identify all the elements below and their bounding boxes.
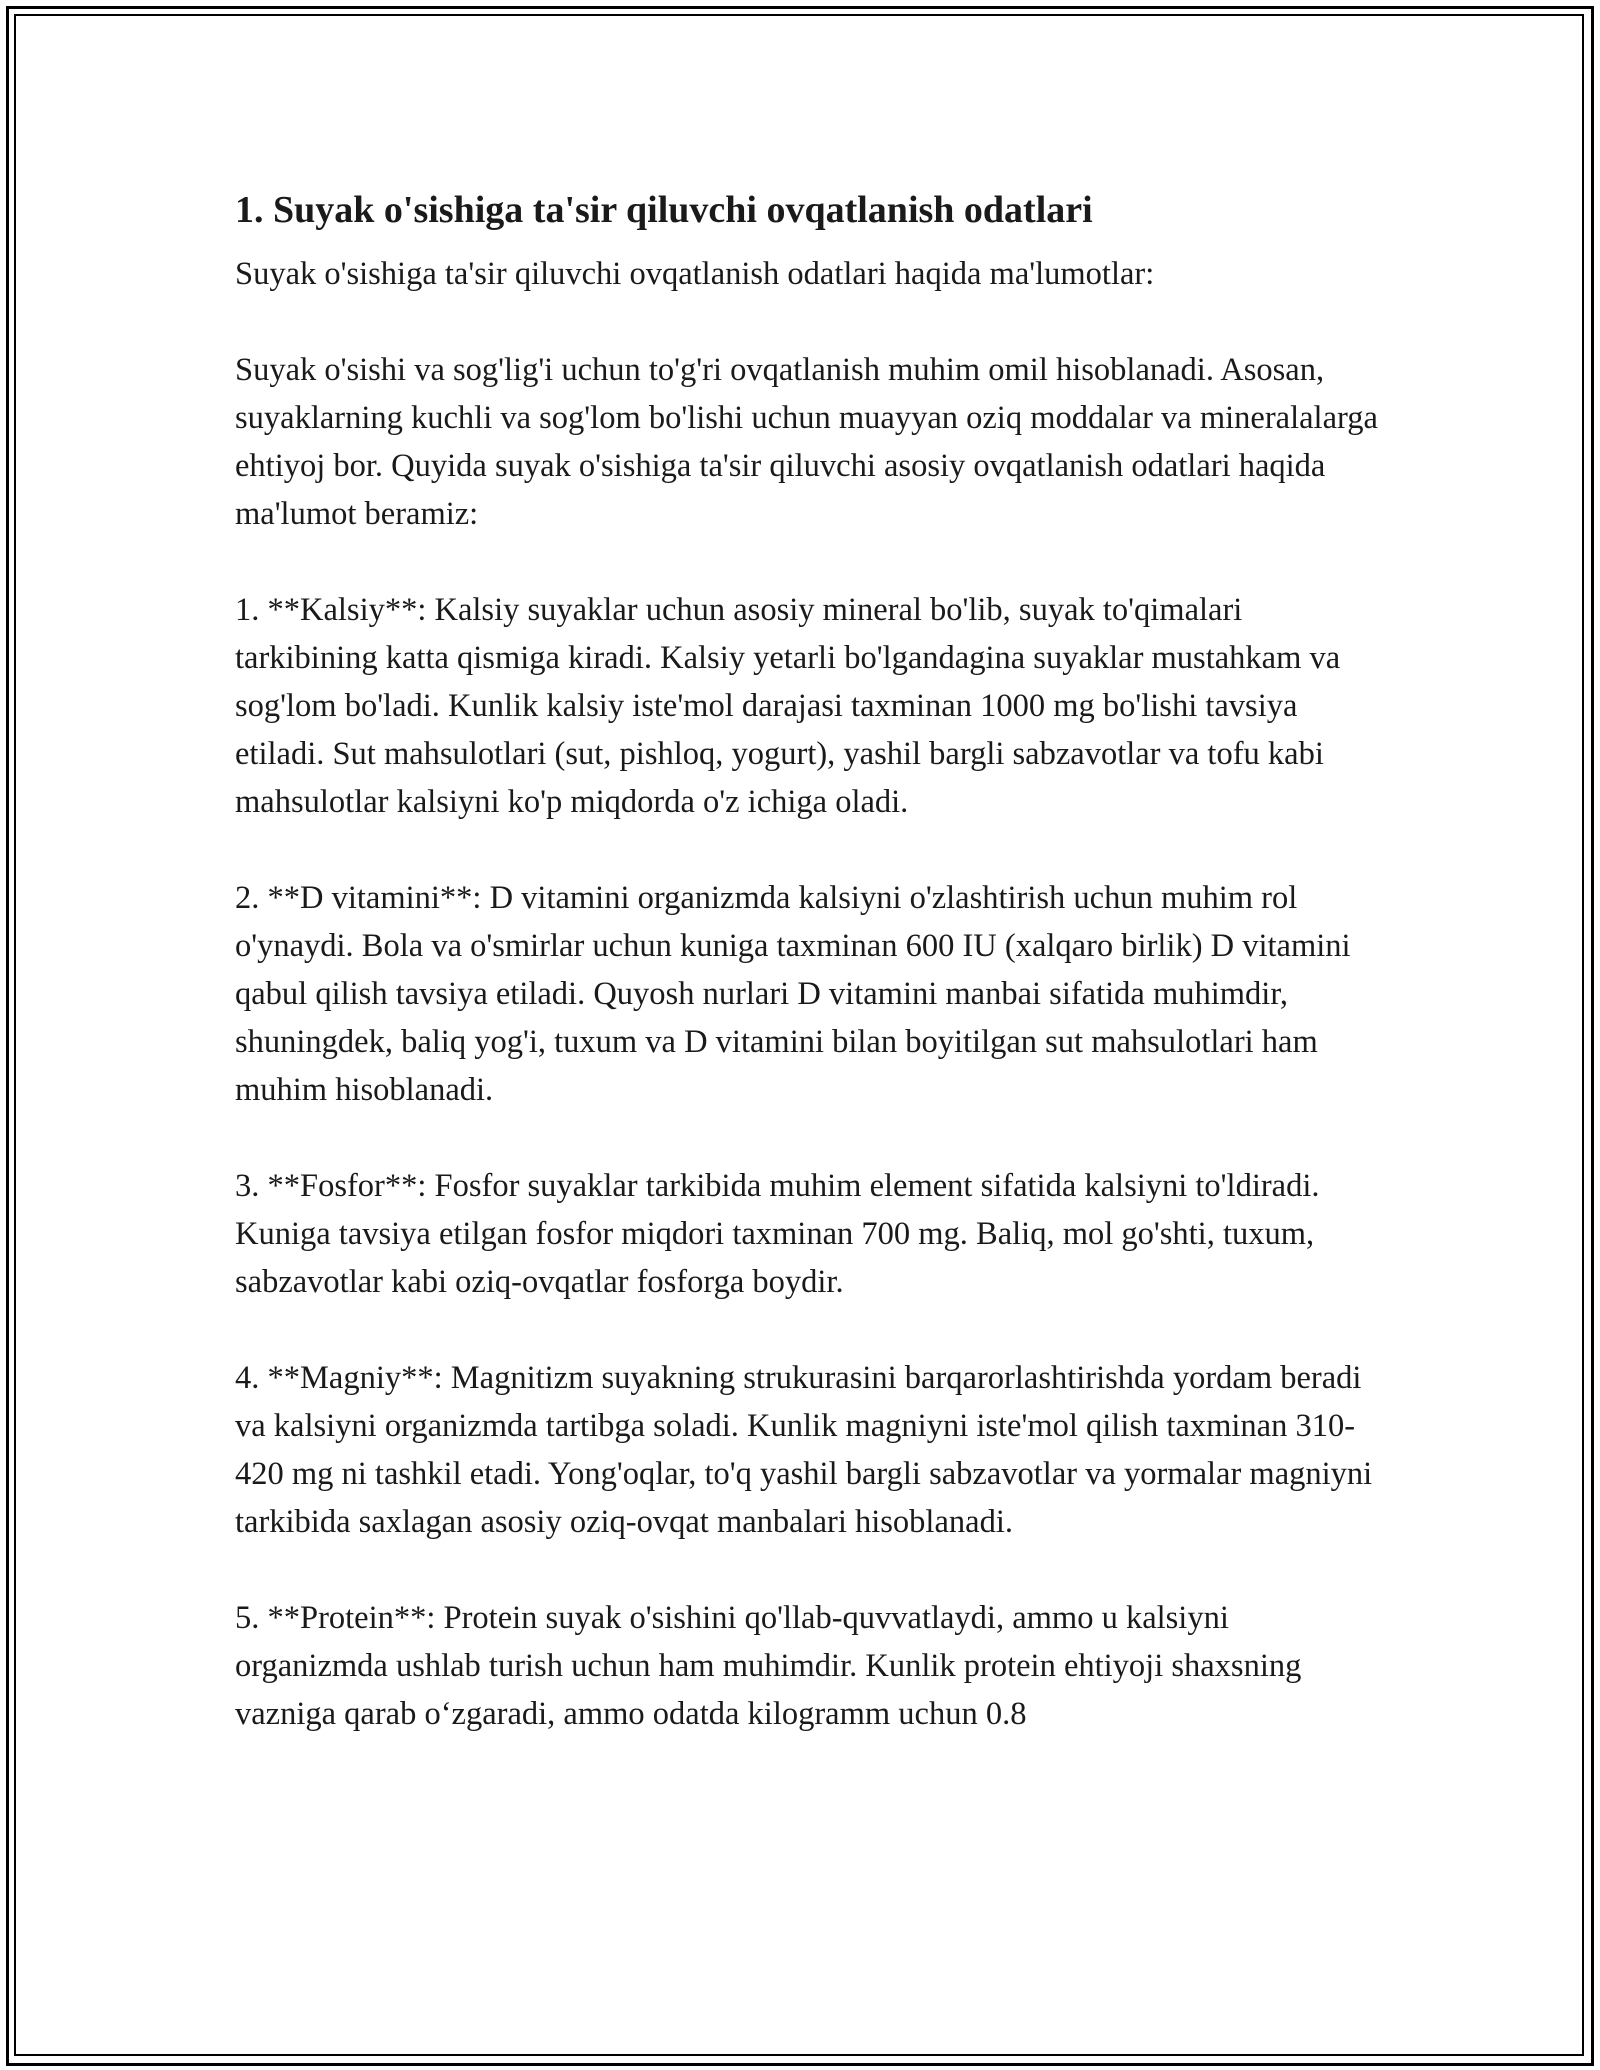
paragraph-protein: 5. **Protein**: Protein suyak o'sishini qo'llab-quvvatlaydi, ammo u kalsiyni organizmda ushlab turish uchun ham muhimdir. Kunlik protein ehtiyoji shaxsning vazniga qarab o‘zgaradi, ammo odatda kilogramm uchun 0.8 (235, 1600, 1302, 1732)
paragraph-phosphorus: 3. **Fosfor**: Fosfor suyaklar tarkibida muhim element sifatida kalsiyni to'ldiradi. Kuniga tavsiya etilgan fosfor miqdori taxminan 700 mg. Baliq, mol go'shti, tuxum, sabzavotlar kabi oziq-ovqatlar fosforga boydir. (235, 1168, 1320, 1300)
document-body (235, 186, 1385, 1786)
paragraph-calcium: 1. **Kalsiy**: Kalsiy suyaklar uchun asosiy mineral bo'lib, suyak to'qimalari tarkibining katta qismiga kiradi. Kalsiy yetarli bo'lgandagina suyaklar mustahkam va sog'lom bo'ladi. Kunlik kalsiy iste'mol darajasi taxminan 1000 mg bo'lishi tavsiya etiladi. Sut mahsulotlari (sut, pishloq, yogurt), yashil bargli sabzavotlar va tofu kabi mahsulotlar kalsiyni ko'p miqdorda o'z ichiga oladi. (235, 592, 1341, 820)
intro-paragraph: Suyak o'sishiga ta'sir qiluvchi ovqatlanish odatlari haqida ma'lumotlar: (235, 256, 1155, 292)
paragraph-magnesium: 4. **Magniy**: Magnitizm suyakning strukurasini barqarorlashtirishda yordam beradi va kalsiyni organizmda tartibga soladi. Kunlik magniyni iste'mol qilish taxminan 310-420 mg ni tashkil etadi. Yong'oqlar, to'q yashil bargli sabzavotlar va yormalar magniyni tarkibida saxlagan asosiy oziq-ovqat manbalari hisoblanadi. (235, 1360, 1373, 1540)
paragraph-overview: Suyak o'sishi va sog'lig'i uchun to'g'ri ovqatlanish muhim omil hisoblanadi. Asosan, suyaklarning kuchli va sog'lom bo'lishi uchun muayyan oziq moddalar va mineralalarga ehtiyoj bor. Quyida suyak o'sishiga ta'sir qiluvchi asosiy ovqatlanish odatlari haqida ma'lumot beramiz: (235, 352, 1378, 532)
document-title: 1. Suyak o'sishiga ta'sir qiluvchi ovqatlanish odatlari (235, 189, 1093, 231)
paragraph-vitamin-d: 2. **D vitamini**: D vitamini organizmda kalsiyni o'zlashtirish uchun muhim rol o'ynaydi. Bola va o'smirlar uchun kuniga taxminan 600 IU (xalqaro birlik) D vitamini qabul qilish tavsiya etiladi. Quyosh nurlari D vitamini manbai sifatida muhimdir, shuningdek, baliq yog'i, tuxum va D vitamini bilan boyitilgan sut mahsulotlari ham muhim hisoblanadi. (235, 880, 1351, 1108)
